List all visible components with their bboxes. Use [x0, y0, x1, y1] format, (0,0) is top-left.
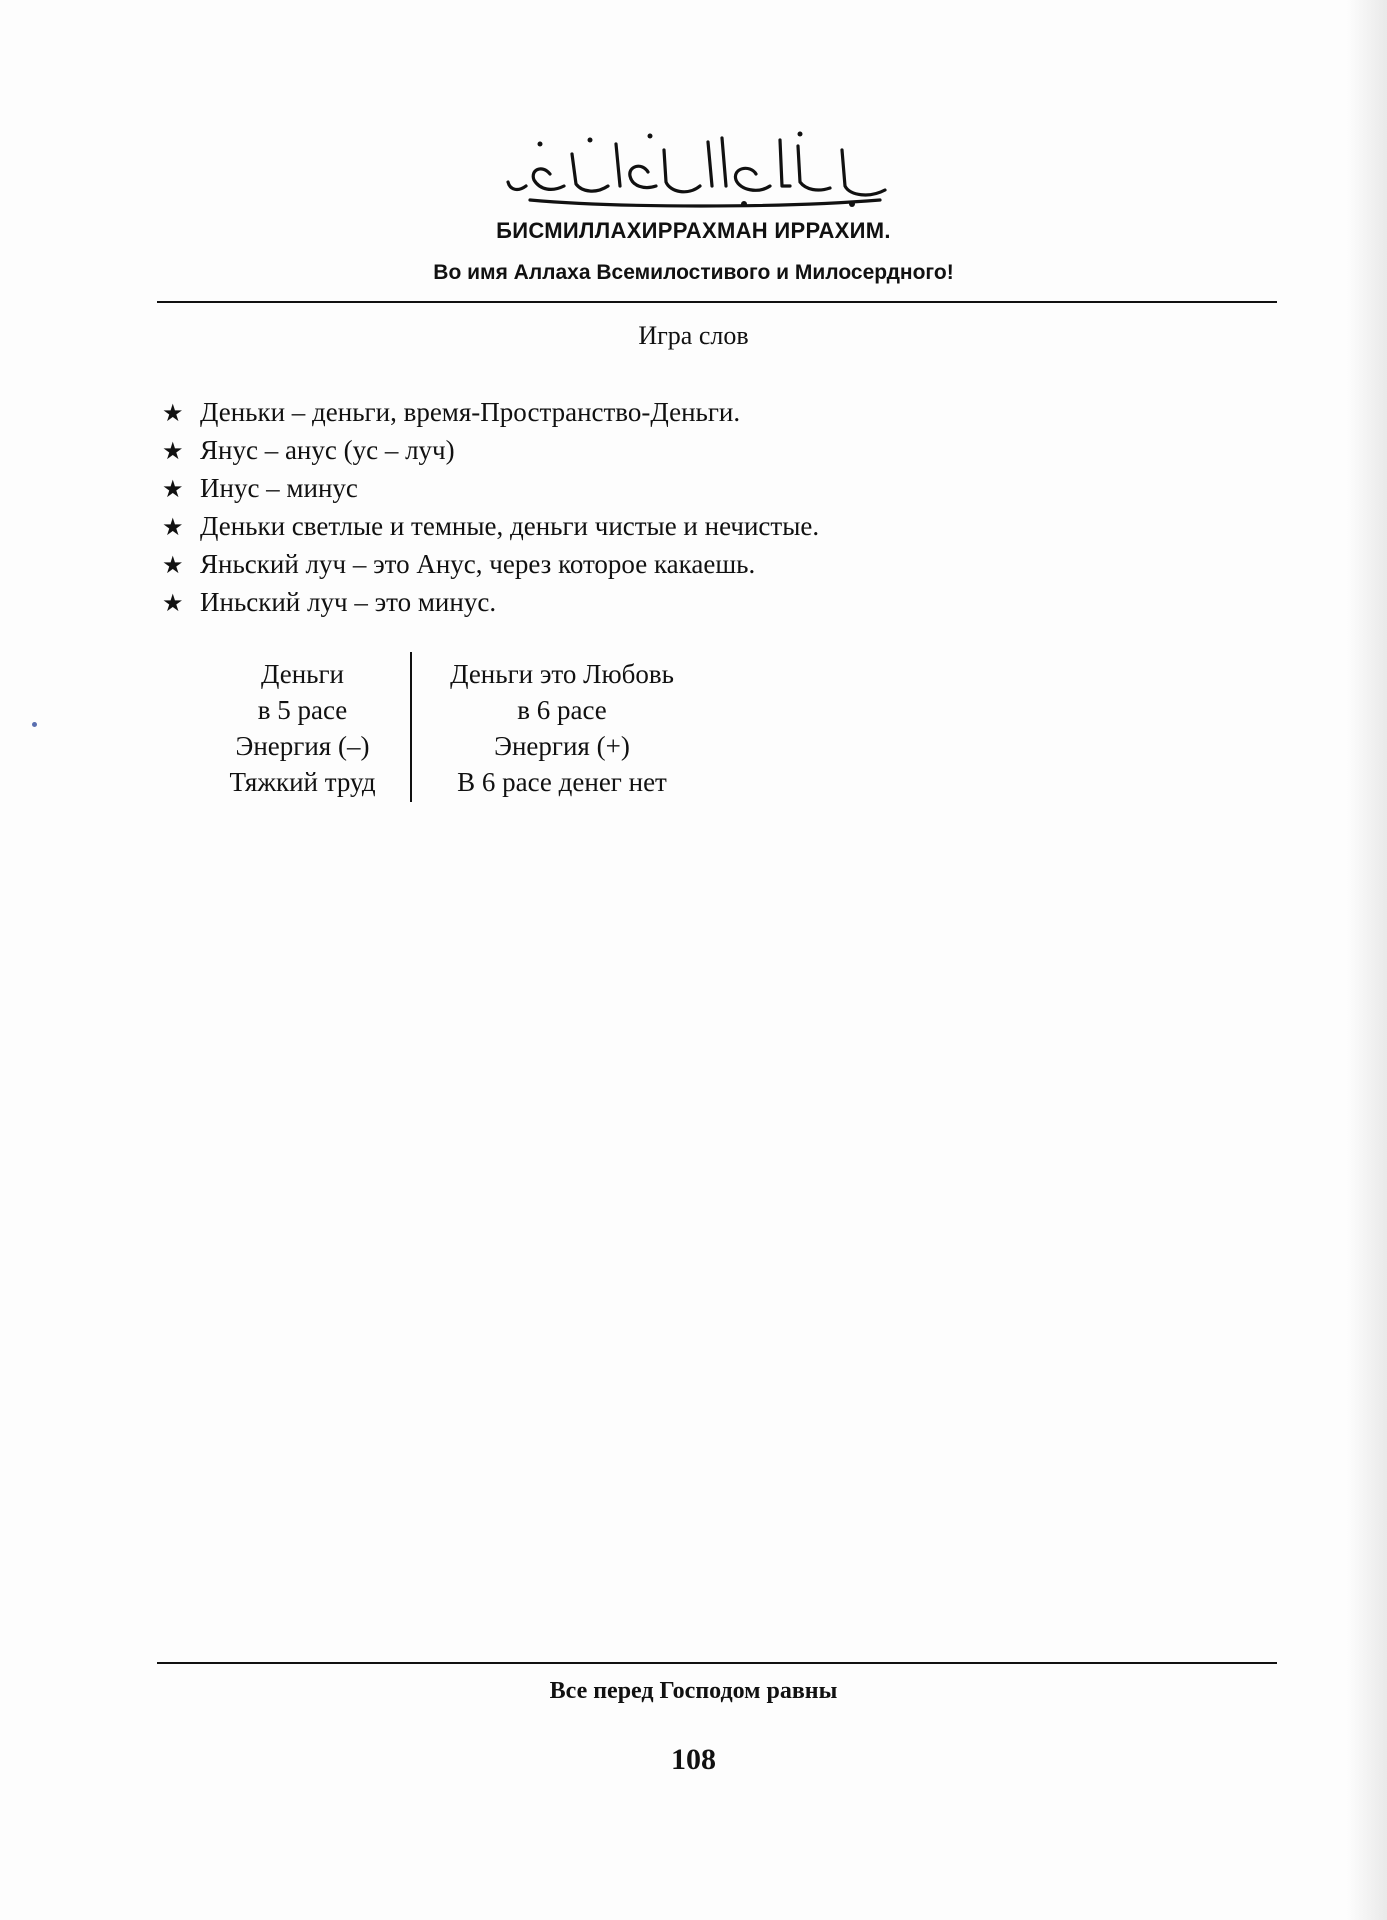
list-item-text: Яньский луч – это Анус, через которое какаешь. — [200, 549, 756, 579]
star-icon: ★ — [162, 439, 184, 465]
comparison-left-line: в 5 расе — [257, 695, 348, 725]
list-item — [162, 546, 819, 584]
scan-speck — [32, 722, 37, 727]
list-item-text: Иньский луч – это минус. — [200, 587, 497, 617]
list-item — [162, 394, 819, 432]
section-title: Игра слов — [638, 321, 749, 350]
comparison-left-line: Энергия (–) — [235, 731, 370, 761]
list-item-text: Деньки – деньги, время-Пространство-Деньги. — [200, 397, 741, 427]
word-play-list — [162, 394, 819, 622]
comparison-right-line: Энергия (+) — [494, 731, 630, 761]
header-subtitle: Во имя Аллаха Всемилостивого и Милосердного! — [433, 261, 954, 284]
star-icon: ★ — [162, 591, 184, 617]
comparison-left-line: Тяжкий труд — [229, 767, 376, 797]
money-comparison — [205, 652, 735, 802]
footer-divider — [157, 1662, 1277, 1664]
star-icon: ★ — [162, 477, 184, 503]
bismillah-calligraphy-icon — [500, 120, 900, 210]
comparison-right-line: В 6 расе денег нет — [457, 767, 667, 797]
list-item — [162, 470, 819, 508]
list-item — [162, 508, 819, 546]
star-icon: ★ — [162, 401, 184, 427]
comparison-left-line: Деньги — [260, 659, 345, 689]
comparison-left-column — [205, 656, 400, 800]
list-item — [162, 584, 819, 622]
header-title: БИСМИЛЛАХИРРАХМАН ИРРАХИМ. — [496, 218, 891, 243]
list-item-text: Инус – минус — [200, 473, 358, 503]
list-item-text: Деньки светлые и темные, деньги чистые и нечистые. — [200, 511, 820, 541]
page-edge-shadow — [1347, 0, 1387, 1920]
comparison-right-line: в 6 расе — [517, 695, 607, 725]
star-icon: ★ — [162, 553, 184, 579]
list-item-text: Янус – анус (ус – луч) — [200, 435, 455, 465]
comparison-right-line: Деньги это Любовь — [450, 659, 674, 689]
comparison-divider — [410, 652, 412, 802]
footer-title: Все перед Господом равны — [549, 1678, 838, 1704]
page-number: 108 — [671, 1743, 716, 1776]
list-item — [162, 432, 819, 470]
comparison-right-column — [417, 656, 707, 800]
star-icon: ★ — [162, 515, 184, 541]
header-divider — [157, 301, 1277, 303]
